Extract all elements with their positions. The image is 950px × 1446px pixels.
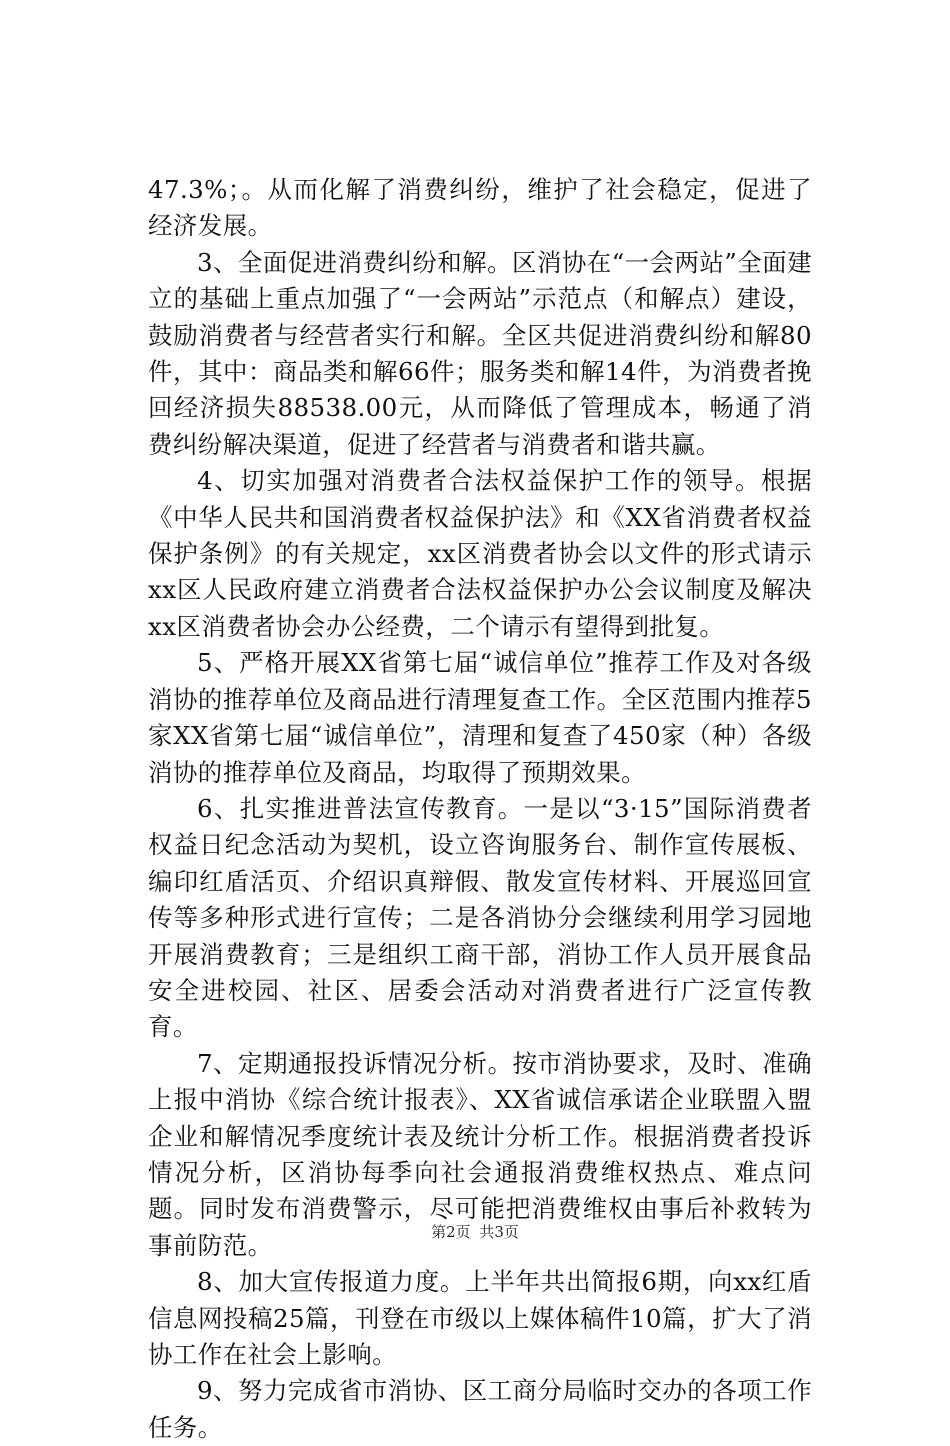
- page-total: 共3页: [479, 1223, 519, 1241]
- paragraph-continuation: 47.3%；。从而化解了消费纠纷，维护了社会稳定，促进了经济发展。: [148, 175, 812, 241]
- paragraph-item-3: 3、全面促进消费纠纷和解。区消协在“一会两站”全面建立的基础上重点加强了“一会两站”示范点（和解点）建设，鼓励消费者与经营者实行和解。全区共促进消费纠纷和解80件，其中：商品类和解66件；服务类和解14件，为消费者挽回经济损失88538.00元，从而降低了管理成本，畅通了消费纠纷解决渠道，促进了经营者与消费者和谐共赢。: [148, 247, 812, 459]
- document-body: [148, 172, 812, 1446]
- paragraph-item-4: 4、切实加强对消费者合法权益保护工作的领导。根据《中华人民共和国消费者权益保护法》和《XX省消费者权益保护条例》的有关规定，xx区消费者协会以文件的形式请示xx区人民政府建立消费者合法权益保护办公会议制度及解决xx区消费者协会办公经费，二个请示有望得到批复。: [148, 466, 812, 641]
- paragraph-item-9: 9、努力完成省市消协、区工商分局临时交办的各项工作任务。: [148, 1376, 812, 1442]
- paragraph-item-7: 7、定期通报投诉情况分析。按市消协要求，及时、准确上报中消协《综合统计报表》、XX省诚信承诺企业联盟入盟企业和解情况季度统计表及统计分析工作。根据消费者投诉情况分析，区消协每季向社会通报消费维权热点、难点问题。同时发布消费警示，尽可能把消费维权由事后补救转为事前防范。: [148, 1048, 812, 1260]
- paragraph-item-8: 8、加大宣传报道力度。上半年共出简报6期，向xx红盾信息网投稿25篇，刊登在市级以上媒体稿件10篇，扩大了消协工作在社会上影响。: [148, 1267, 812, 1369]
- page-number: 第2页: [431, 1223, 471, 1241]
- paragraph-item-5: 5、严格开展XX省第七届“诚信单位”推荐工作及对各级消协的推荐单位及商品进行清理复查工作。全区范围内推荐5家XX省第七届“诚信单位”，清理和复查了450家（种）各级消协的推荐单位及商品，均取得了预期效果。: [148, 648, 812, 787]
- page-footer: [0, 1221, 950, 1242]
- paragraph-item-6: 6、扎实推进普法宣传教育。一是以“3·15”国际消费者权益日纪念活动为契机，设立咨询服务台、制作宣传展板、编印红盾活页、介绍识真辩假、散发宣传材料、开展巡回宣传等多种形式进行宣传；二是各消协分会继续利用学习园地开展消费教育；三是组织工商干部，消协工作人员开展食品安全进校园、社区、居委会活动对消费者进行广泛宣传教育。: [148, 793, 812, 1042]
